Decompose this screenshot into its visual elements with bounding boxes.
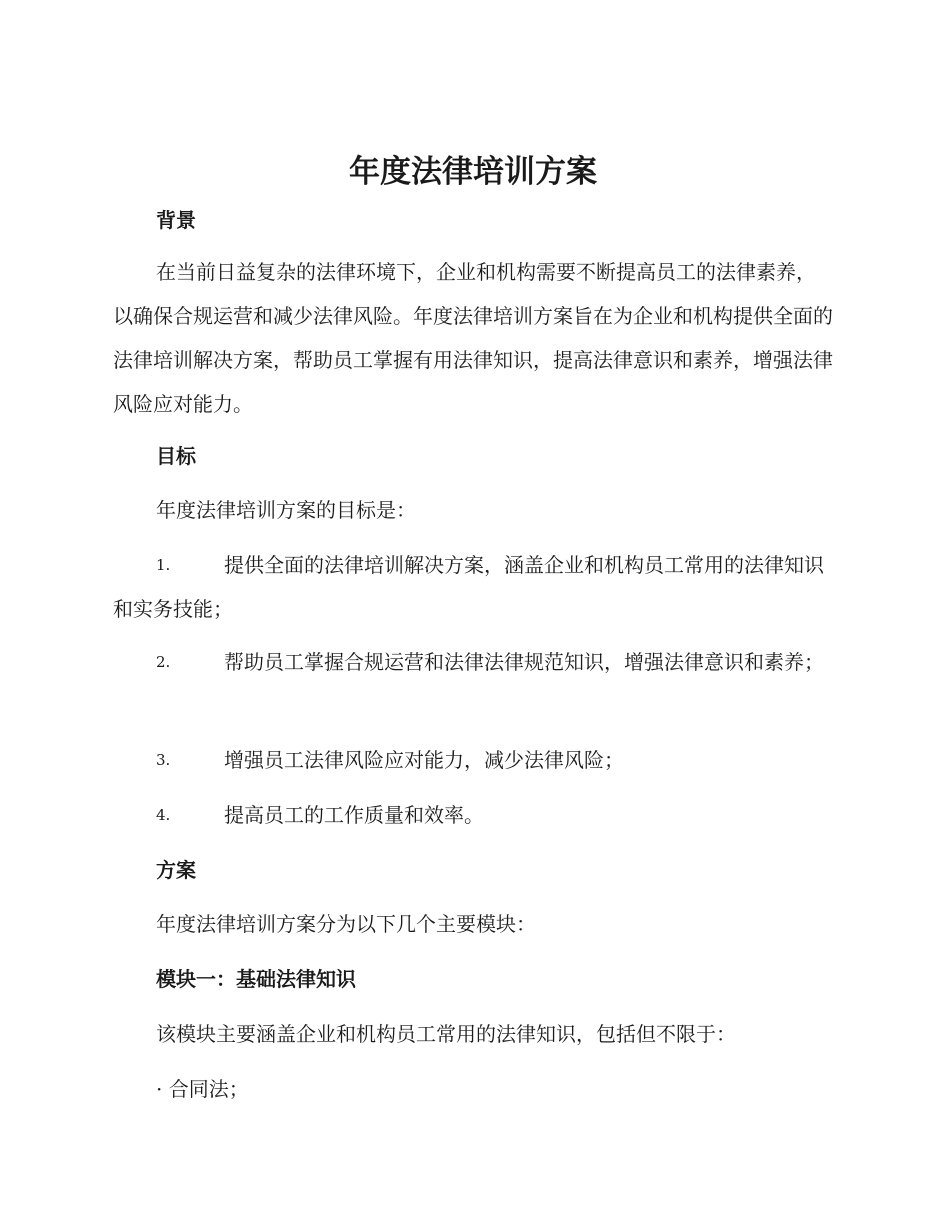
goal-number: 1.: [156, 556, 171, 574]
background-paragraph: 在当前日益复杂的法律环境下，企业和机构需要不断提高员工的法律素养，以确保合规运营和减少法律风险。年度法律培训方案旨在为企业和机构提供全面的法律培训解决方案，帮助员工掌握有用法律知识，提高法律意识和素养，增强法律风险应对能力。: [113, 260, 833, 416]
section-heading-goals: 目标: [156, 444, 196, 468]
section-heading-plan: 方案: [156, 858, 196, 882]
goal-text: 帮助员工掌握合规运营和法律法律规范知识，增强法律意识和素养；: [224, 650, 824, 674]
goal-text: 提供全面的法律培训解决方案，涵盖企业和机构员工常用的法律知识和实务技能；: [113, 553, 824, 621]
goal-text: 增强员工法律风险应对能力，减少法律风险；: [224, 748, 624, 772]
plan-intro: 年度法律培训方案分为以下几个主要模块：: [156, 912, 536, 936]
goals-intro: 年度法律培训方案的目标是：: [156, 498, 416, 522]
goal-number: 2.: [156, 653, 171, 671]
module-heading-1: 模块一：基础法律知识: [156, 967, 356, 991]
goal-number: 4.: [156, 806, 171, 824]
module-1-intro: 该模块主要涵盖企业和机构员工常用的法律知识，包括但不限于：: [156, 1022, 736, 1046]
goal-text: 提高员工的工作质量和效率。: [224, 803, 484, 827]
goal-number: 3.: [156, 751, 171, 769]
section-heading-background: 背景: [156, 208, 196, 232]
document-title: 年度法律培训方案: [349, 154, 597, 190]
bullet-item: · 合同法；: [156, 1077, 249, 1101]
